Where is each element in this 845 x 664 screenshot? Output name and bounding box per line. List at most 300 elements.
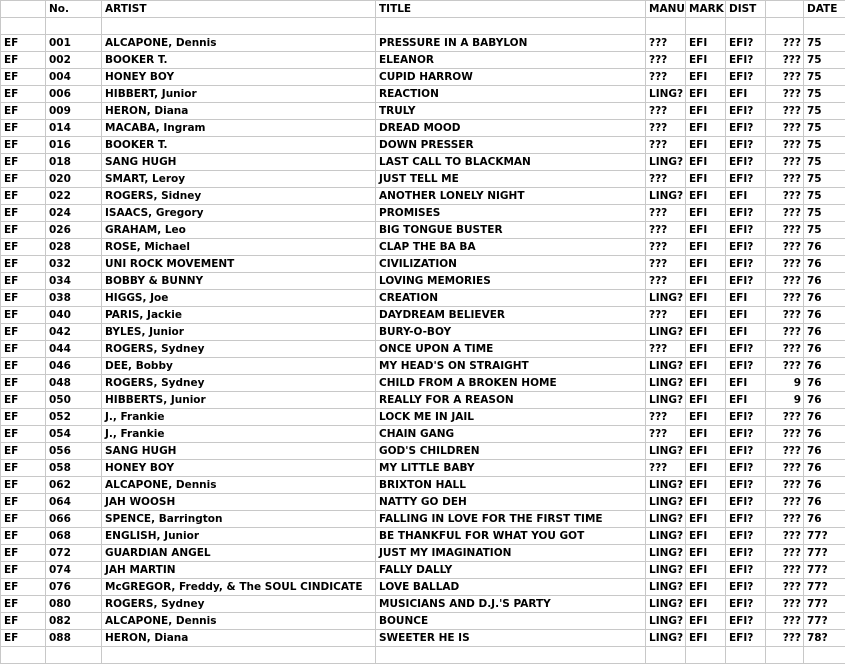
cell-label[interactable]: EF bbox=[1, 273, 46, 290]
cell-label[interactable]: EF bbox=[1, 409, 46, 426]
cell-manu[interactable]: ??? bbox=[646, 52, 686, 69]
cell-mark[interactable]: EFI bbox=[686, 103, 726, 120]
cell-date[interactable]: 76 bbox=[804, 460, 845, 477]
cell-date[interactable]: 76 bbox=[804, 494, 845, 511]
cell-date[interactable]: 77? bbox=[804, 528, 845, 545]
cell-mark[interactable]: EFI bbox=[686, 494, 726, 511]
cell-artist[interactable]: ROGERS, Sidney bbox=[102, 188, 376, 205]
cell-manu[interactable]: ??? bbox=[646, 460, 686, 477]
cell-artist[interactable]: ROGERS, Sydney bbox=[102, 596, 376, 613]
cell-dist[interactable]: EFI? bbox=[726, 273, 766, 290]
cell-label[interactable]: EF bbox=[1, 154, 46, 171]
cell-mark[interactable]: EFI bbox=[686, 358, 726, 375]
cell-no[interactable]: 040 bbox=[46, 307, 102, 324]
cell-date[interactable]: 75 bbox=[804, 137, 845, 154]
cell-label[interactable]: EF bbox=[1, 443, 46, 460]
cell-dist[interactable]: EFI? bbox=[726, 613, 766, 630]
cell-date[interactable]: 77? bbox=[804, 613, 845, 630]
cell-extra[interactable]: ??? bbox=[766, 545, 804, 562]
cell-artist[interactable]: UNI ROCK MOVEMENT bbox=[102, 256, 376, 273]
cell-artist[interactable]: GUARDIAN ANGEL bbox=[102, 545, 376, 562]
cell-no[interactable]: 042 bbox=[46, 324, 102, 341]
empty-cell[interactable] bbox=[686, 18, 726, 35]
cell-label[interactable]: EF bbox=[1, 596, 46, 613]
cell-no[interactable]: 032 bbox=[46, 256, 102, 273]
cell-date[interactable]: 77? bbox=[804, 579, 845, 596]
cell-mark[interactable]: EFI bbox=[686, 562, 726, 579]
cell-dist[interactable]: EFI bbox=[726, 324, 766, 341]
cell-label[interactable]: EF bbox=[1, 69, 46, 86]
cell-artist[interactable]: BOOKER T. bbox=[102, 52, 376, 69]
cell-mark[interactable]: EFI bbox=[686, 613, 726, 630]
cell-dist[interactable]: EFI bbox=[726, 392, 766, 409]
empty-cell[interactable] bbox=[804, 18, 845, 35]
cell-label[interactable]: EF bbox=[1, 188, 46, 205]
cell-artist[interactable]: ALCAPONE, Dennis bbox=[102, 35, 376, 52]
cell-title[interactable]: CLAP THE BA BA bbox=[376, 239, 646, 256]
cell-title[interactable]: BIG TONGUE BUSTER bbox=[376, 222, 646, 239]
cell-title[interactable]: LOCK ME IN JAIL bbox=[376, 409, 646, 426]
cell-no[interactable]: 056 bbox=[46, 443, 102, 460]
cell-title[interactable]: BE THANKFUL FOR WHAT YOU GOT bbox=[376, 528, 646, 545]
cell-dist[interactable]: EFI? bbox=[726, 52, 766, 69]
cell-title[interactable]: MY HEAD'S ON STRAIGHT bbox=[376, 358, 646, 375]
cell-title[interactable]: PROMISES bbox=[376, 205, 646, 222]
cell-label[interactable]: EF bbox=[1, 545, 46, 562]
cell-extra[interactable]: ??? bbox=[766, 460, 804, 477]
cell-label[interactable]: EF bbox=[1, 256, 46, 273]
cell-artist[interactable]: ROSE, Michael bbox=[102, 239, 376, 256]
cell-dist[interactable]: EFI? bbox=[726, 120, 766, 137]
cell-mark[interactable]: EFI bbox=[686, 222, 726, 239]
cell-mark[interactable]: EFI bbox=[686, 511, 726, 528]
cell-no[interactable]: 026 bbox=[46, 222, 102, 239]
cell-artist[interactable]: HERON, Diana bbox=[102, 630, 376, 647]
cell-dist[interactable]: EFI bbox=[726, 188, 766, 205]
cell-title[interactable]: REACTION bbox=[376, 86, 646, 103]
cell-extra[interactable]: ??? bbox=[766, 562, 804, 579]
cell-mark[interactable]: EFI bbox=[686, 86, 726, 103]
cell-dist[interactable]: EFI? bbox=[726, 528, 766, 545]
cell-mark[interactable]: EFI bbox=[686, 52, 726, 69]
cell-date[interactable]: 76 bbox=[804, 358, 845, 375]
cell-title[interactable]: MY LITTLE BABY bbox=[376, 460, 646, 477]
cell-mark[interactable]: EFI bbox=[686, 273, 726, 290]
cell-label[interactable]: EF bbox=[1, 630, 46, 647]
cell-label[interactable]: EF bbox=[1, 579, 46, 596]
cell-artist[interactable]: HONEY BOY bbox=[102, 460, 376, 477]
empty-cell[interactable] bbox=[726, 647, 766, 664]
cell-title[interactable]: LOVING MEMORIES bbox=[376, 273, 646, 290]
cell-artist[interactable]: HIGGS, Joe bbox=[102, 290, 376, 307]
cell-label[interactable]: EF bbox=[1, 392, 46, 409]
cell-extra[interactable]: ??? bbox=[766, 307, 804, 324]
cell-no[interactable]: 001 bbox=[46, 35, 102, 52]
cell-label[interactable]: EF bbox=[1, 205, 46, 222]
cell-dist[interactable]: EFI? bbox=[726, 426, 766, 443]
cell-date[interactable]: 75 bbox=[804, 69, 845, 86]
cell-dist[interactable]: EFI? bbox=[726, 358, 766, 375]
cell-mark[interactable]: EFI bbox=[686, 341, 726, 358]
cell-mark[interactable]: EFI bbox=[686, 239, 726, 256]
cell-date[interactable]: 76 bbox=[804, 273, 845, 290]
cell-title[interactable]: BRIXTON HALL bbox=[376, 477, 646, 494]
cell-label[interactable]: EF bbox=[1, 290, 46, 307]
cell-dist[interactable]: EFI? bbox=[726, 341, 766, 358]
cell-artist[interactable]: HERON, Diana bbox=[102, 103, 376, 120]
cell-mark[interactable]: EFI bbox=[686, 460, 726, 477]
cell-extra[interactable]: ??? bbox=[766, 630, 804, 647]
cell-label[interactable]: EF bbox=[1, 35, 46, 52]
cell-artist[interactable]: ALCAPONE, Dennis bbox=[102, 613, 376, 630]
cell-dist[interactable]: EFI? bbox=[726, 239, 766, 256]
cell-artist[interactable]: HIBBERT, Junior bbox=[102, 86, 376, 103]
cell-mark[interactable]: EFI bbox=[686, 307, 726, 324]
cell-manu[interactable]: ??? bbox=[646, 239, 686, 256]
cell-artist[interactable]: HIBBERTS, Junior bbox=[102, 392, 376, 409]
empty-cell[interactable] bbox=[766, 647, 804, 664]
empty-cell[interactable] bbox=[646, 18, 686, 35]
cell-date[interactable]: 76 bbox=[804, 307, 845, 324]
cell-no[interactable]: 018 bbox=[46, 154, 102, 171]
cell-manu[interactable]: ??? bbox=[646, 171, 686, 188]
cell-label[interactable]: EF bbox=[1, 613, 46, 630]
cell-extra[interactable]: ??? bbox=[766, 154, 804, 171]
cell-title[interactable]: SWEETER HE IS bbox=[376, 630, 646, 647]
cell-date[interactable]: 75 bbox=[804, 35, 845, 52]
cell-dist[interactable]: EFI? bbox=[726, 494, 766, 511]
cell-extra[interactable]: ??? bbox=[766, 341, 804, 358]
cell-artist[interactable]: ROGERS, Sydney bbox=[102, 341, 376, 358]
cell-manu[interactable]: LING? bbox=[646, 477, 686, 494]
cell-dist[interactable]: EFI? bbox=[726, 35, 766, 52]
cell-manu[interactable]: ??? bbox=[646, 103, 686, 120]
cell-title[interactable]: BURY-O-BOY bbox=[376, 324, 646, 341]
cell-artist[interactable]: BOOKER T. bbox=[102, 137, 376, 154]
cell-manu[interactable]: LING? bbox=[646, 494, 686, 511]
empty-cell[interactable] bbox=[1, 647, 46, 664]
cell-manu[interactable]: LING? bbox=[646, 545, 686, 562]
cell-label[interactable]: EF bbox=[1, 341, 46, 358]
cell-mark[interactable]: EFI bbox=[686, 35, 726, 52]
cell-manu[interactable]: LING? bbox=[646, 290, 686, 307]
cell-manu[interactable]: ??? bbox=[646, 35, 686, 52]
cell-no[interactable]: 022 bbox=[46, 188, 102, 205]
cell-manu[interactable]: LING? bbox=[646, 375, 686, 392]
cell-no[interactable]: 034 bbox=[46, 273, 102, 290]
cell-mark[interactable]: EFI bbox=[686, 137, 726, 154]
cell-artist[interactable]: ROGERS, Sydney bbox=[102, 375, 376, 392]
cell-mark[interactable]: EFI bbox=[686, 324, 726, 341]
cell-artist[interactable]: SANG HUGH bbox=[102, 443, 376, 460]
cell-extra[interactable]: ??? bbox=[766, 205, 804, 222]
cell-mark[interactable]: EFI bbox=[686, 69, 726, 86]
cell-date[interactable]: 75 bbox=[804, 222, 845, 239]
cell-dist[interactable]: EFI? bbox=[726, 443, 766, 460]
cell-label[interactable]: EF bbox=[1, 460, 46, 477]
cell-title[interactable]: DOWN PRESSER bbox=[376, 137, 646, 154]
cell-dist[interactable]: EFI? bbox=[726, 137, 766, 154]
cell-dist[interactable]: EFI? bbox=[726, 511, 766, 528]
cell-title[interactable]: REALLY FOR A REASON bbox=[376, 392, 646, 409]
cell-extra[interactable]: ??? bbox=[766, 171, 804, 188]
cell-dist[interactable]: EFI? bbox=[726, 477, 766, 494]
cell-mark[interactable]: EFI bbox=[686, 409, 726, 426]
cell-manu[interactable]: LING? bbox=[646, 528, 686, 545]
cell-extra[interactable]: ??? bbox=[766, 35, 804, 52]
cell-date[interactable]: 75 bbox=[804, 205, 845, 222]
cell-title[interactable]: LOVE BALLAD bbox=[376, 579, 646, 596]
cell-dist[interactable]: EFI? bbox=[726, 171, 766, 188]
cell-artist[interactable]: McGREGOR, Freddy, & The SOUL CINDICATE bbox=[102, 579, 376, 596]
cell-extra[interactable]: ??? bbox=[766, 596, 804, 613]
cell-manu[interactable]: ??? bbox=[646, 205, 686, 222]
cell-extra[interactable]: ??? bbox=[766, 426, 804, 443]
empty-cell[interactable] bbox=[46, 647, 102, 664]
cell-manu[interactable]: ??? bbox=[646, 341, 686, 358]
cell-date[interactable]: 76 bbox=[804, 392, 845, 409]
cell-extra[interactable]: ??? bbox=[766, 613, 804, 630]
cell-mark[interactable]: EFI bbox=[686, 545, 726, 562]
cell-title[interactable]: JUST MY IMAGINATION bbox=[376, 545, 646, 562]
cell-extra[interactable]: ??? bbox=[766, 256, 804, 273]
cell-title[interactable]: FALLY DALLY bbox=[376, 562, 646, 579]
cell-date[interactable]: 76 bbox=[804, 290, 845, 307]
cell-title[interactable]: MUSICIANS AND D.J.'S PARTY bbox=[376, 596, 646, 613]
cell-mark[interactable]: EFI bbox=[686, 426, 726, 443]
cell-no[interactable]: 024 bbox=[46, 205, 102, 222]
cell-artist[interactable]: MACABA, Ingram bbox=[102, 120, 376, 137]
cell-artist[interactable]: BOBBY & BUNNY bbox=[102, 273, 376, 290]
cell-title[interactable]: GOD'S CHILDREN bbox=[376, 443, 646, 460]
cell-extra[interactable]: ??? bbox=[766, 103, 804, 120]
empty-cell[interactable] bbox=[46, 18, 102, 35]
cell-manu[interactable]: LING? bbox=[646, 579, 686, 596]
cell-no[interactable]: 088 bbox=[46, 630, 102, 647]
empty-cell[interactable] bbox=[804, 647, 845, 664]
empty-cell[interactable] bbox=[686, 647, 726, 664]
cell-dist[interactable]: EFI? bbox=[726, 562, 766, 579]
cell-artist[interactable]: SANG HUGH bbox=[102, 154, 376, 171]
cell-manu[interactable]: LING? bbox=[646, 630, 686, 647]
cell-extra[interactable]: ??? bbox=[766, 188, 804, 205]
cell-manu[interactable]: LING? bbox=[646, 443, 686, 460]
cell-title[interactable]: CIVILIZATION bbox=[376, 256, 646, 273]
empty-cell[interactable] bbox=[1, 18, 46, 35]
cell-no[interactable]: 058 bbox=[46, 460, 102, 477]
cell-date[interactable]: 75 bbox=[804, 120, 845, 137]
cell-extra[interactable]: ??? bbox=[766, 409, 804, 426]
cell-label[interactable]: EF bbox=[1, 171, 46, 188]
cell-date[interactable]: 78? bbox=[804, 630, 845, 647]
cell-date[interactable]: 76 bbox=[804, 324, 845, 341]
cell-mark[interactable]: EFI bbox=[686, 579, 726, 596]
cell-label[interactable]: EF bbox=[1, 103, 46, 120]
cell-extra[interactable]: ??? bbox=[766, 443, 804, 460]
cell-no[interactable]: 064 bbox=[46, 494, 102, 511]
cell-extra[interactable]: ??? bbox=[766, 511, 804, 528]
cell-artist[interactable]: ALCAPONE, Dennis bbox=[102, 477, 376, 494]
cell-extra[interactable]: ??? bbox=[766, 579, 804, 596]
cell-label[interactable]: EF bbox=[1, 222, 46, 239]
cell-date[interactable]: 76 bbox=[804, 511, 845, 528]
cell-date[interactable]: 77? bbox=[804, 596, 845, 613]
cell-no[interactable]: 066 bbox=[46, 511, 102, 528]
cell-extra[interactable]: 9 bbox=[766, 375, 804, 392]
cell-artist[interactable]: GRAHAM, Leo bbox=[102, 222, 376, 239]
header-cell-artist[interactable]: ARTIST bbox=[102, 1, 376, 18]
cell-title[interactable]: DREAD MOOD bbox=[376, 120, 646, 137]
cell-extra[interactable]: ??? bbox=[766, 137, 804, 154]
header-cell-blank[interactable] bbox=[766, 1, 804, 18]
cell-artist[interactable]: SMART, Leroy bbox=[102, 171, 376, 188]
cell-label[interactable]: EF bbox=[1, 52, 46, 69]
cell-artist[interactable]: HONEY BOY bbox=[102, 69, 376, 86]
cell-dist[interactable]: EFI? bbox=[726, 579, 766, 596]
cell-artist[interactable]: J., Frankie bbox=[102, 409, 376, 426]
cell-date[interactable]: 75 bbox=[804, 188, 845, 205]
cell-no[interactable]: 044 bbox=[46, 341, 102, 358]
cell-artist[interactable]: SPENCE, Barrington bbox=[102, 511, 376, 528]
cell-dist[interactable]: EFI? bbox=[726, 409, 766, 426]
cell-mark[interactable]: EFI bbox=[686, 290, 726, 307]
cell-title[interactable]: CHAIN GANG bbox=[376, 426, 646, 443]
cell-date[interactable]: 77? bbox=[804, 562, 845, 579]
cell-label[interactable]: EF bbox=[1, 562, 46, 579]
cell-label[interactable]: EF bbox=[1, 239, 46, 256]
cell-extra[interactable]: ??? bbox=[766, 324, 804, 341]
cell-title[interactable]: TRULY bbox=[376, 103, 646, 120]
empty-cell[interactable] bbox=[726, 18, 766, 35]
cell-label[interactable]: EF bbox=[1, 358, 46, 375]
empty-cell[interactable] bbox=[376, 18, 646, 35]
cell-date[interactable]: 76 bbox=[804, 341, 845, 358]
cell-manu[interactable]: ??? bbox=[646, 273, 686, 290]
cell-no[interactable]: 050 bbox=[46, 392, 102, 409]
cell-manu[interactable]: ??? bbox=[646, 120, 686, 137]
cell-label[interactable]: EF bbox=[1, 120, 46, 137]
cell-date[interactable]: 75 bbox=[804, 171, 845, 188]
cell-extra[interactable]: ??? bbox=[766, 528, 804, 545]
cell-title[interactable]: BOUNCE bbox=[376, 613, 646, 630]
cell-no[interactable]: 004 bbox=[46, 69, 102, 86]
cell-date[interactable]: 76 bbox=[804, 409, 845, 426]
header-cell-no[interactable]: No. bbox=[46, 1, 102, 18]
cell-label[interactable]: EF bbox=[1, 86, 46, 103]
cell-date[interactable]: 76 bbox=[804, 426, 845, 443]
cell-mark[interactable]: EFI bbox=[686, 528, 726, 545]
cell-no[interactable]: 002 bbox=[46, 52, 102, 69]
cell-no[interactable]: 072 bbox=[46, 545, 102, 562]
cell-no[interactable]: 082 bbox=[46, 613, 102, 630]
cell-no[interactable]: 038 bbox=[46, 290, 102, 307]
cell-date[interactable]: 76 bbox=[804, 375, 845, 392]
cell-artist[interactable]: ISAACS, Gregory bbox=[102, 205, 376, 222]
empty-cell[interactable] bbox=[646, 647, 686, 664]
cell-manu[interactable]: ??? bbox=[646, 222, 686, 239]
cell-dist[interactable]: EFI? bbox=[726, 222, 766, 239]
cell-label[interactable]: EF bbox=[1, 477, 46, 494]
empty-cell[interactable] bbox=[102, 18, 376, 35]
cell-extra[interactable]: ??? bbox=[766, 494, 804, 511]
cell-date[interactable]: 76 bbox=[804, 239, 845, 256]
cell-artist[interactable]: ENGLISH, Junior bbox=[102, 528, 376, 545]
cell-title[interactable]: DAYDREAM BELIEVER bbox=[376, 307, 646, 324]
cell-dist[interactable]: EFI bbox=[726, 307, 766, 324]
cell-title[interactable]: FALLING IN LOVE FOR THE FIRST TIME bbox=[376, 511, 646, 528]
cell-title[interactable]: CUPID HARROW bbox=[376, 69, 646, 86]
cell-date[interactable]: 75 bbox=[804, 154, 845, 171]
cell-manu[interactable]: ??? bbox=[646, 307, 686, 324]
empty-cell[interactable] bbox=[766, 18, 804, 35]
cell-label[interactable]: EF bbox=[1, 528, 46, 545]
cell-no[interactable]: 052 bbox=[46, 409, 102, 426]
cell-manu[interactable]: LING? bbox=[646, 86, 686, 103]
cell-date[interactable]: 76 bbox=[804, 443, 845, 460]
cell-dist[interactable]: EFI? bbox=[726, 460, 766, 477]
cell-extra[interactable]: ??? bbox=[766, 222, 804, 239]
cell-manu[interactable]: LING? bbox=[646, 511, 686, 528]
cell-no[interactable]: 009 bbox=[46, 103, 102, 120]
cell-extra[interactable]: ??? bbox=[766, 273, 804, 290]
cell-title[interactable]: ANOTHER LONELY NIGHT bbox=[376, 188, 646, 205]
cell-artist[interactable]: JAH MARTIN bbox=[102, 562, 376, 579]
cell-manu[interactable]: ??? bbox=[646, 137, 686, 154]
header-cell-mark[interactable]: MARK bbox=[686, 1, 726, 18]
cell-artist[interactable]: PARIS, Jackie bbox=[102, 307, 376, 324]
cell-manu[interactable]: LING? bbox=[646, 613, 686, 630]
cell-label[interactable]: EF bbox=[1, 426, 46, 443]
cell-no[interactable]: 014 bbox=[46, 120, 102, 137]
cell-artist[interactable]: DEE, Bobby bbox=[102, 358, 376, 375]
cell-extra[interactable]: ??? bbox=[766, 477, 804, 494]
cell-no[interactable]: 020 bbox=[46, 171, 102, 188]
cell-date[interactable]: 75 bbox=[804, 52, 845, 69]
cell-manu[interactable]: LING? bbox=[646, 562, 686, 579]
cell-no[interactable]: 062 bbox=[46, 477, 102, 494]
cell-label[interactable]: EF bbox=[1, 307, 46, 324]
cell-label[interactable]: EF bbox=[1, 375, 46, 392]
cell-extra[interactable]: ??? bbox=[766, 120, 804, 137]
cell-title[interactable]: PRESSURE IN A BABYLON bbox=[376, 35, 646, 52]
cell-dist[interactable]: EFI bbox=[726, 375, 766, 392]
header-cell-date[interactable]: DATE bbox=[804, 1, 845, 18]
cell-dist[interactable]: EFI? bbox=[726, 596, 766, 613]
cell-no[interactable]: 076 bbox=[46, 579, 102, 596]
cell-mark[interactable]: EFI bbox=[686, 120, 726, 137]
cell-dist[interactable]: EFI? bbox=[726, 69, 766, 86]
cell-mark[interactable]: EFI bbox=[686, 188, 726, 205]
cell-manu[interactable]: ??? bbox=[646, 256, 686, 273]
header-cell-label[interactable] bbox=[1, 1, 46, 18]
cell-dist[interactable]: EFI? bbox=[726, 630, 766, 647]
cell-title[interactable]: ELEANOR bbox=[376, 52, 646, 69]
cell-extra[interactable]: ??? bbox=[766, 86, 804, 103]
cell-no[interactable]: 006 bbox=[46, 86, 102, 103]
cell-mark[interactable]: EFI bbox=[686, 392, 726, 409]
cell-extra[interactable]: ??? bbox=[766, 290, 804, 307]
cell-manu[interactable]: LING? bbox=[646, 188, 686, 205]
cell-manu[interactable]: LING? bbox=[646, 324, 686, 341]
cell-extra[interactable]: ??? bbox=[766, 52, 804, 69]
cell-artist[interactable]: JAH WOOSH bbox=[102, 494, 376, 511]
cell-dist[interactable]: EFI? bbox=[726, 154, 766, 171]
cell-dist[interactable]: EFI bbox=[726, 290, 766, 307]
header-cell-title[interactable]: TITLE bbox=[376, 1, 646, 18]
cell-no[interactable]: 028 bbox=[46, 239, 102, 256]
cell-date[interactable]: 76 bbox=[804, 477, 845, 494]
empty-cell[interactable] bbox=[102, 647, 376, 664]
